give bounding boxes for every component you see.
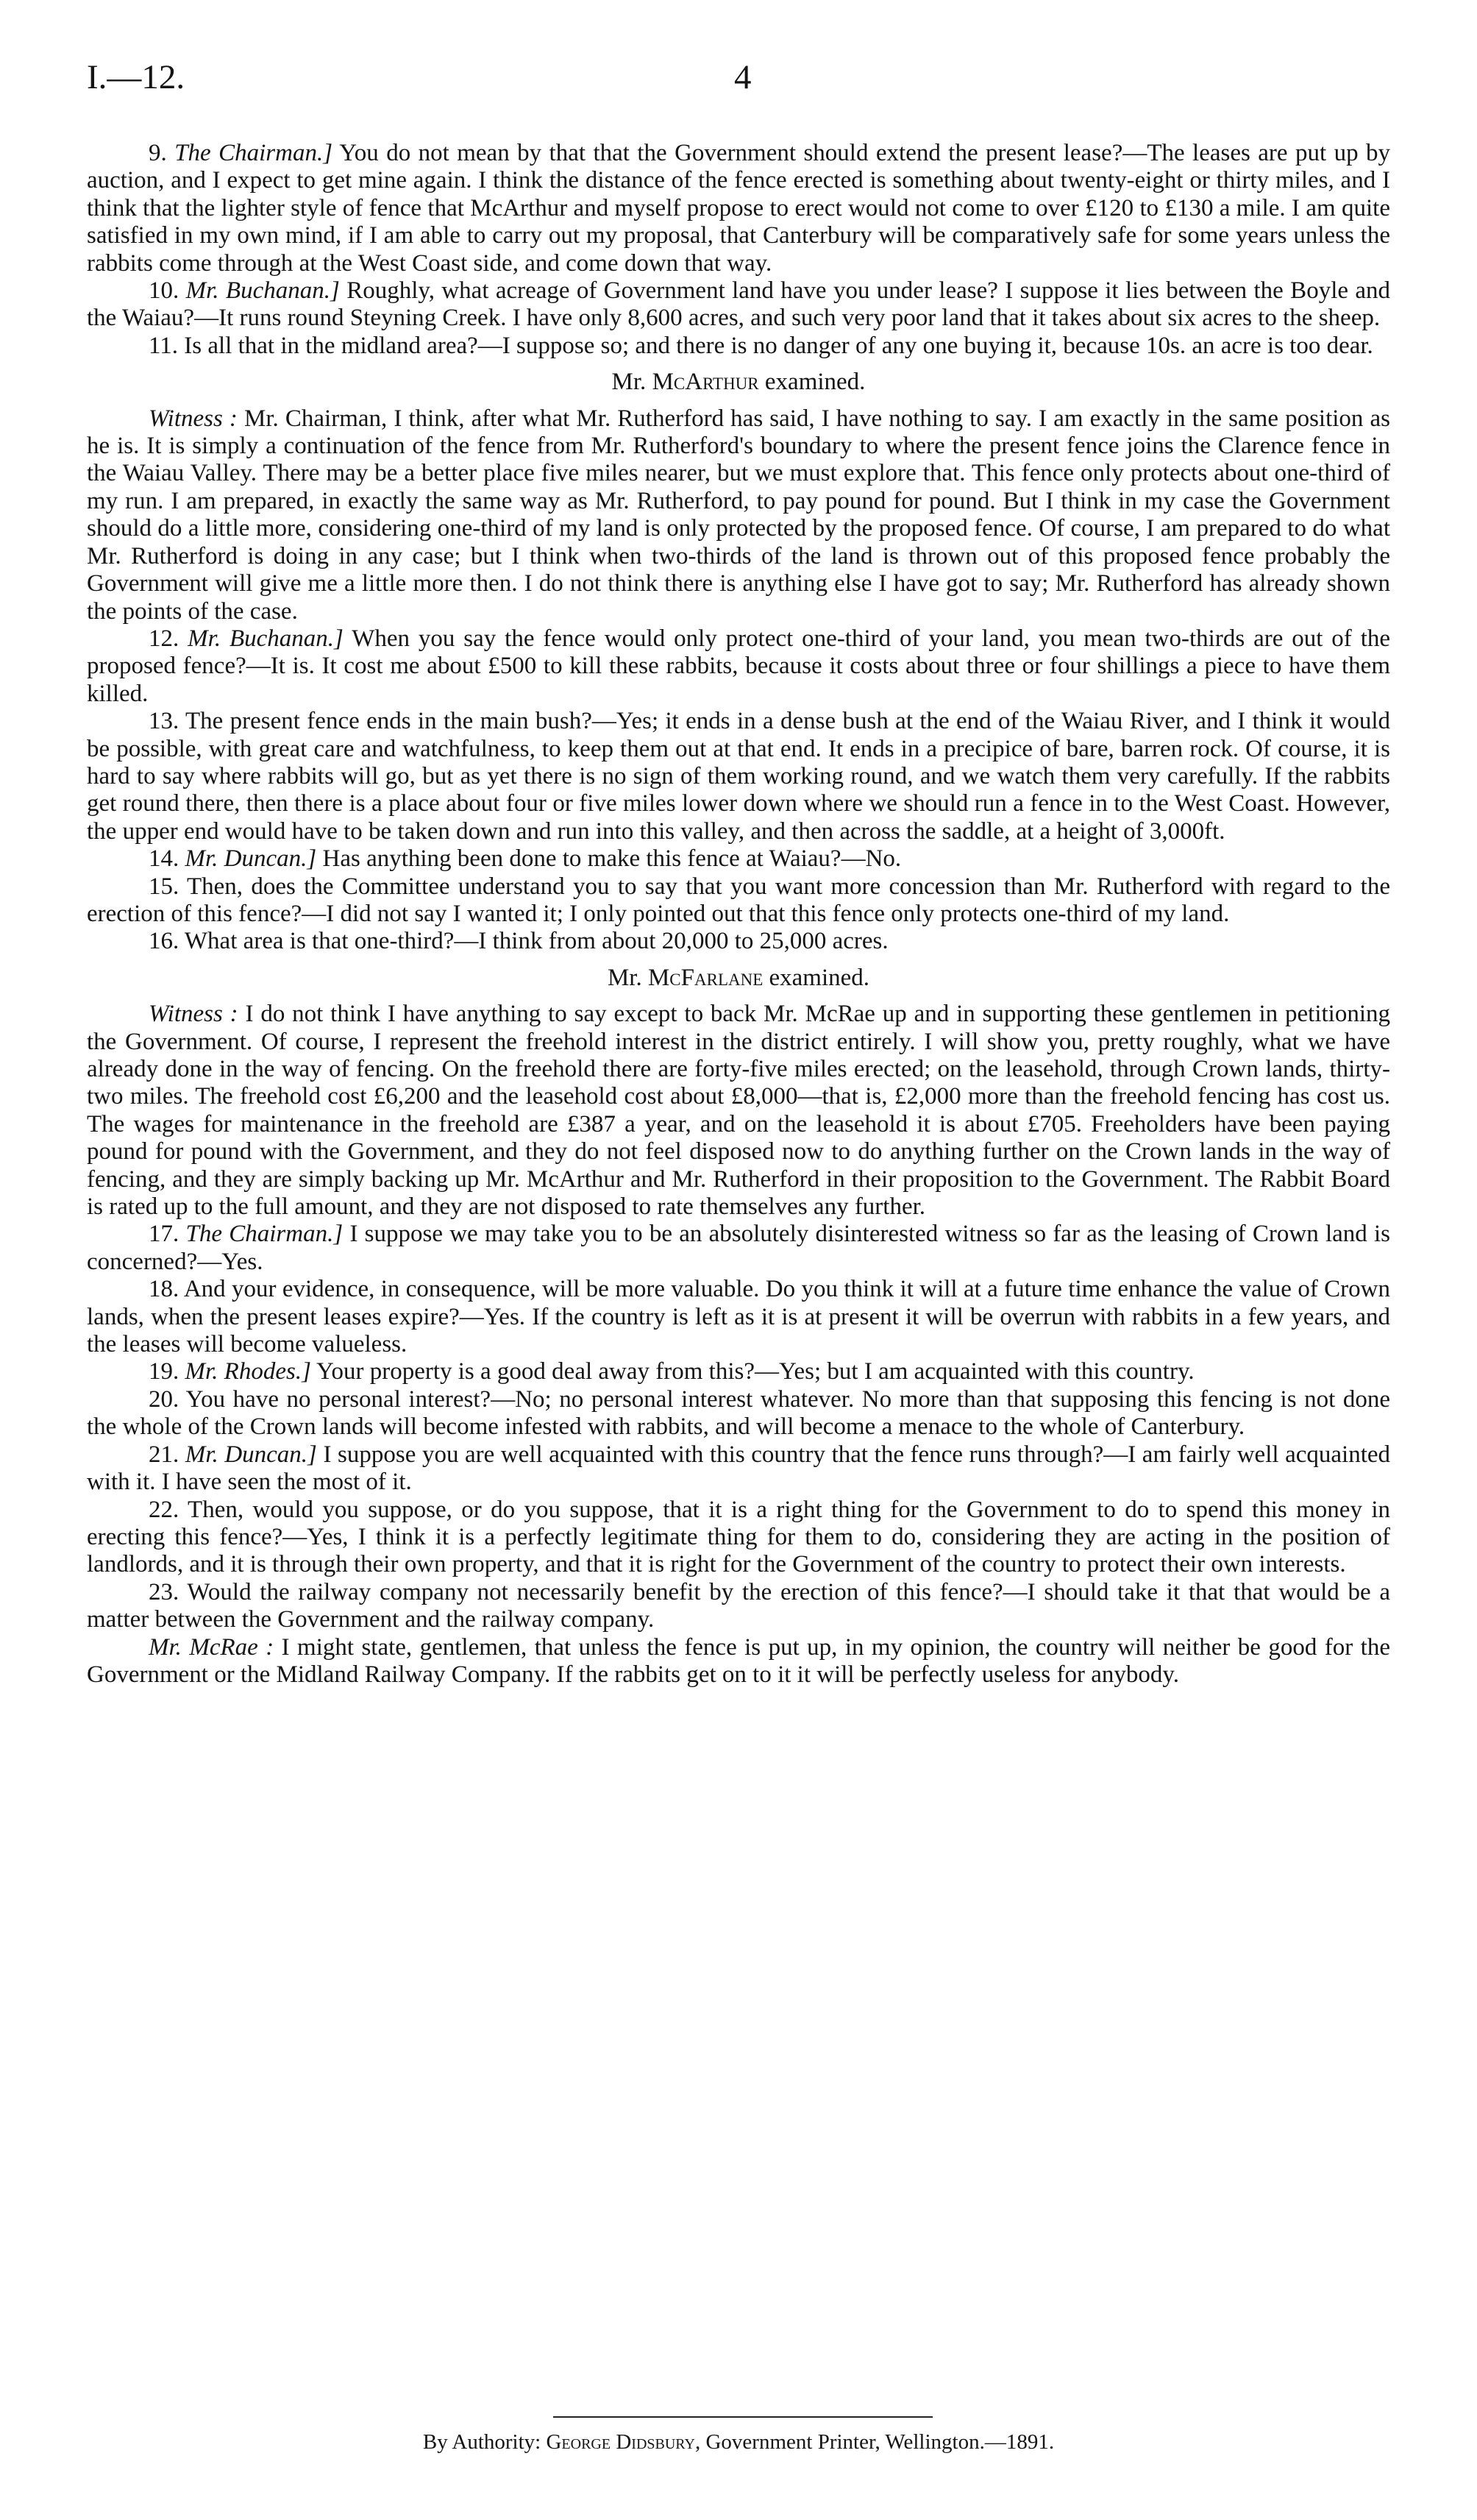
speaker-label: Mr. Rhodes.] [185,1358,311,1385]
question-paragraph: 10. Mr. Buchanan.] Roughly, what acreage of Government land have you under lease? I suppose it lies between the Boyle and the Waiau?—It runs round Steyning Creek. I have only 8,600 acres, and such very poor land that it takes about six acres to the sheep. [87,277,1391,332]
speaker-label: Mr. Buchanan.] [188,625,344,652]
speaker-label: Witness : [149,405,238,432]
section-heading-mcfarlane: Mr. McFarlane examined. [607,964,870,991]
section-heading-mcarthur: Mr. McArthur examined. [611,369,866,396]
question-paragraph: 18. And your evidence, in consequence, will be more valuable. Do you think it will at a future time enhance the value of Crown lands, when the present leases expire?—Yes. If the country is left as it is at present it will be overrun with rabbits in a few years, and the leases will become valueless. [87,1276,1391,1358]
question-paragraph: 9. The Chairman.] You do not mean by that that the Government should extend the present lease?—The leases are put up by auction, and I expect to get mine again. I think the distance of the fence erected is something about twenty-eight or thirty miles, and I think that the lighter style of fence that McArthur and myself propose to erect would not come to over £120 to £130 a mile. I am quite satisfied in my own mind, if I am able to carry out my proposal, that Canterbury will be comparatively safe for some years unless the rabbits come through at the West Coast side, and come down that way. [87,140,1390,277]
question-paragraph: 14. Mr. Duncan.] Has anything been done to make this fence at Waiau?—No. [149,845,902,873]
speaker-label: Mr. McRae : [149,1633,274,1661]
witness-statement: Mr. McRae : I might state, gentlemen, that unless the fence is put up, in my opinion, the country will neither be good for the Government or the Midland Railway Company. If the rabbits get on to it it will be perfectly useless for anybody. [87,1633,1390,1688]
document-body [87,140,1390,1689]
witness-statement: Witness : I do not think I have anything to say except to back Mr. McRae up and in supporting these gentlemen in petitioning the Government. Of course, I represent the freehold interest in the district entirely. I will show you, pretty roughly, what we have already done in the way of fencing. On the freehold there are forty-five miles erected; on the leasehold, through Crown lands, thirty-two miles. The freehold cost £6,200 and the leasehold cost about £8,000—that is, £2,000 more than the freehold fencing has cost us. The wages for maintenance in the freehold are £387 a year, and on the leasehold it is about £705. Freeholders have been paying pound for pound with the Government, and they do not feel disposed now to do anything further on the Crown lands in the way of fencing, and they are simply backing up Mr. McArthur and Mr. Rutherford in their proposition to the Government. The Rabbit Board is rated up to the full amount, and they are not disposed to rate themselves any further. [87,1001,1391,1221]
question-paragraph: 19. Mr. Rhodes.] Your property is a good deal away from this?—Yes; but I am acquainted with this country. [149,1358,1195,1385]
question-paragraph: 16. What area is that one-third?—I think from about 20,000 to 25,000 acres. [149,928,889,955]
witness-statement: Witness : Mr. Chairman, I think, after what Mr. Rutherford has said, I have nothing to say. I am exactly in the same position as he is. It is simply a continuation of the fence from Mr. Rutherford's boundary to where the present fence joins the Clarence fence in the Waiau Valley. There may be a better place five miles nearer, but we must explore that. This fence only protects about one-third of my run. I am prepared, in exactly the same way as Mr. Rutherford, to pay pound for pound. But I think in my case the Government should do a little more, considering one-third of my land is only protected by the proposed fence. Of course, I am prepared to do what Mr. Rutherford is doing in any case; but I think when two-thirds of the land is thrown out of this proposed fence probably the Government will give me a little more then. I do not think there is anything else I have got to say; Mr. Rutherford has already shown the points of the case. [87,405,1391,625]
question-paragraph: 12. Mr. Buchanan.] When you say the fence would only protect one-third of your land, you mean two-thirds are out of the proposed fence?—It is. It cost me about £500 to kill these rabbits, because it costs about three or four shillings a piece to have them killed. [87,625,1391,707]
speaker-label: Mr. Duncan.] [185,845,317,873]
question-paragraph: 17. The Chairman.] I suppose we may take you to be an absolutely disinterested witness so far as the leasing of Crown land is concerned?—Yes. [87,1221,1391,1275]
question-paragraph: 11. Is all that in the midland area?—I suppose so; and there is no danger of any one buying it, because 10s. an acre is too dear. [149,332,1373,359]
question-paragraph: 21. Mr. Duncan.] I suppose you are well acquainted with this country that the fence runs through?—I am fairly well acquainted with it. I have seen the most of it. [87,1441,1391,1496]
page-number: 4 [734,58,752,96]
paper-reference: I.—12. [87,58,185,96]
printer-imprint: By Authority: George Didsbury, Government Printer, Wellington.—1891. [422,2430,1055,2454]
question-paragraph: 20. You have no personal interest?—No; no personal interest whatever. No more than that supposing this fencing is not done the whole of the Crown lands will become infested with rabbits, and will become a menace to the whole of Canterbury. [87,1385,1390,1441]
question-paragraph: 13. The present fence ends in the main bush?—Yes; it ends in a dense bush at the end of the Waiau River, and I think it would be possible, with great care and watchfulness, to keep them out at that end. It ends in a precipice of bare, barren rock. Of course, it is hard to say where rabbits will go, but as yet there is no sign of them working round, and we watch them very carefully. If the rabbits get round there, then there is a place about four or five miles lower down where we should run a fence in to the West Coast. However, the upper end would have to be taken down and run into this valley, and then across the saddle, at a height of 3,000ft. [87,708,1391,845]
speaker-label: Mr. Duncan.] [185,1441,317,1468]
speaker-label: The Chairman.] [174,140,333,166]
question-paragraph: 22. Then, would you suppose, or do you suppose, that it is a right thing for the Government to do to spend this money in erecting this fence?—Yes, I think it is a perfectly legitimate thing for them to do, considering they are acting in the position of landlords, and it is through their own property, and that it is right for the Government of the country to protect their own interests. [87,1496,1390,1578]
question-paragraph: 23. Would the railway company not necessarily benefit by the erection of this fence?—I should take it that that would be a matter between the Government and the railway company. [87,1578,1391,1633]
speaker-label: The Chairman.] [185,1221,344,1248]
speaker-label: Witness : [149,1001,238,1028]
speaker-label: Mr. Buchanan.] [185,277,340,305]
page-header [87,57,1390,116]
footer-divider [553,2416,933,2418]
question-paragraph: 15. Then, does the Committee understand you to say that you want more concession than Mr. Rutherford with regard to the erection of this fence?—I did not say I wanted it; I only pointed out that this fence only protects one-third of my land. [87,873,1390,927]
